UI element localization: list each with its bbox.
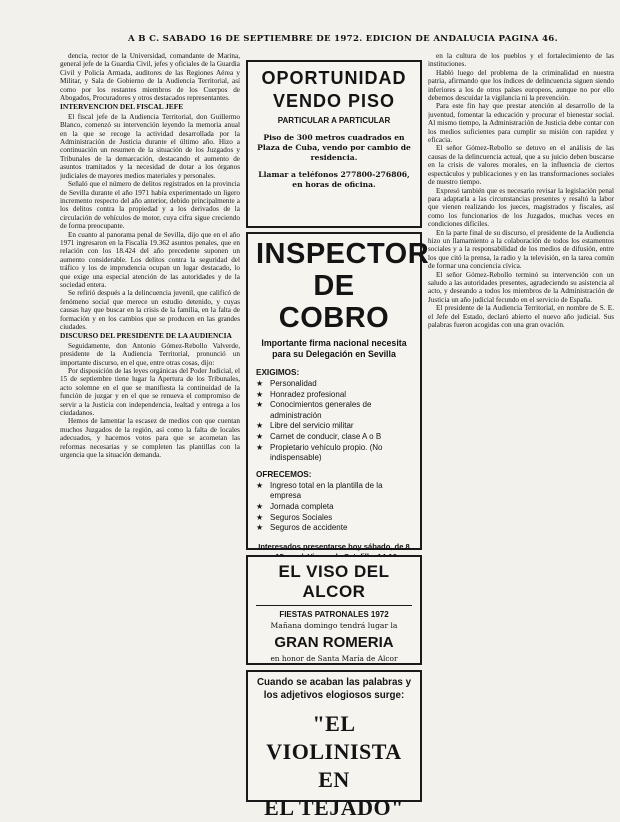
article-paragraph: En cuanto al panorama penal de Sevilla, dijo que en el año 1971 ingresaron en la Fiscalía 19.362 asuntos penales, que en relación con los 18.424 del año precedente suponen un aumento considerable. Los delitos contra la seguridad del tráfico y los de imprudencia ocupan un lugar destacado, lo que exige una especial atención de las autoridades y de la sociedad entera.: [60, 230, 240, 289]
article-paragraph: en la cultura de los pueblos y el fortalecimiento de las instituciones.: [428, 52, 614, 69]
list-item: ★ Conocimientos generales de administración: [256, 400, 372, 420]
list-item: ★ Carnet de conducir, clase A o B: [256, 431, 382, 441]
ad-piso-body: Piso de 300 metros cuadrados en Plaza de Cuba, vendo por cambio de residencia.: [257, 133, 411, 162]
ad-violinista-title-2: EL TEJADO": [264, 795, 404, 820]
ad-piso-contact: Llamar a teléfonos 277800-276806, en horas de oficina.: [258, 170, 410, 189]
star-icon: ★: [256, 442, 264, 452]
article-paragraph: Hemos de lamentar la escasez de medios con que cuentan muchos Juzgados de la región, así como la falta de locales adecuados, y hacemos votos para que se acometan las reformas necesarias y se completen las plantillas con la urgencia que la situación demanda.: [60, 417, 240, 460]
list-item: ★ Libre del servicio militar: [256, 421, 354, 431]
article-paragraph: El presidente de la Audiencia Territorial, en nombre de S. E. el Jefe del Estado, declaró abierto el nuevo año judicial. Sus palabras fueron acogidas con una gran ovación.: [428, 304, 614, 329]
ad-piso-title-1: OPORTUNIDAD: [261, 68, 407, 88]
ad-viso-line1: Mañana domingo tendrá lugar la: [270, 621, 398, 630]
star-icon: ★: [256, 480, 264, 490]
ad-inspector-title-1: INSPECTOR: [256, 238, 430, 270]
article-paragraph: El señor Gómez-Rebollo terminó su intervención con un saludo a las autoridades presentes, agradeciendo su asistencia al acto, y deseando a todos los miembros de la Administración de Justicia un año judicial fecundo en el servicio de España.: [428, 270, 614, 304]
article-paragraph: Se refirió después a la delincuencia juvenil, que calificó de fenómeno social que merece un estudio detenido, y cuyas causas hay que buscar en la crisis de la familia, en la falta de formación y en los cambios que se producen en las grandes ciudades.: [60, 289, 240, 331]
list-item: ★ Seguros Sociales: [256, 512, 333, 522]
star-icon: ★: [256, 389, 264, 399]
list-item: ★ Personalidad: [256, 379, 317, 388]
star-icon: ★: [256, 512, 264, 522]
star-icon: ★: [256, 501, 264, 511]
star-icon: ★: [256, 400, 264, 410]
list-item: ★ Honradez profesional: [256, 389, 347, 399]
article-subheading: INTERVENCION DEL FISCAL JEFE: [60, 102, 184, 112]
list-item: ★ Propietario vehículo propio. (No indispensable): [256, 442, 383, 463]
ad-ofrecemos-label: OFRECEMOS:: [256, 469, 312, 479]
ad-violinista-title-1: "EL VIOLINISTA EN: [266, 711, 402, 792]
ad-viso-subtitle: FIESTAS PATRONALES 1972: [279, 610, 389, 619]
article-paragraph: Señaló que el número de delitos registrados en la provincia de Sevilla durante el año 1971 había experimentado un ligero incremento respecto del año anterior, debido principalmente a los delitos contra la propiedad y a los derivados de la circulación de vehículos de motor, cuya cifra sigue creciendo de forma preocupante.: [60, 180, 240, 231]
article-paragraph: dencia, rector de la Universidad, comandante de Marina, general jefe de la Guardia Civil, jefes y oficiales de la Guardia Civil y Policía Armada, auditores de las Regiones Aérea y Militar, y Sala de Gobierno de la Audiencia Territorial, así como por los restantes miembros de los Cuerpos de Abogados, Procuradores y otros destacados representantes.: [60, 52, 240, 103]
ad-viso-title: EL VISO DEL ALCOR: [256, 562, 412, 606]
article-paragraph: Para este fin hay que prestar atención al desarrollo de la juventud, fomentar la educación y procurar el bienestar social. Al mismo tiempo, la Administración de Justicia debe contar con los medios suficientes para cumplir su misión con rapidez y eficacia.: [428, 102, 614, 145]
star-icon: ★: [256, 379, 264, 388]
article-paragraph: Por disposición de las leyes orgánicas del Poder Judicial, el 15 de septiembre tiene lugar la Apertura de los Tribunales, acto solemne en el que se manifiesta la continuidad de la función de juzgar y en el que se renueva el compromiso de servir a la Justicia con independencia, lealtad y entrega a los ciudadanos.: [60, 367, 240, 418]
article-paragraph: Seguidamente, don Antonio Gómez-Rebollo Valverde, presidente de la Audiencia Territorial, pronunció un importante discurso, en el que, entre otras cosas, dijo:: [60, 341, 240, 367]
star-icon: ★: [256, 421, 264, 431]
article-paragraph: El fiscal jefe de la Audiencia Territorial, don Guillermo Blanco, comenzó su intervención leyendo la memoria anual en la que se recoge la actividad desarrollada por la Administración de Justicia durante el último año. Hizo a continuación un resumen de la situación de los Juzgados y Tribunales de la demarcación, destacando el aumento de asuntos tramitados y la necesidad de dotar a los órganos judiciales de mayores medios materiales y personales.: [60, 112, 240, 180]
ad-inspector-footer: Interesados presentarse hoy sábado, de 8: [258, 541, 410, 551]
ad-violinista: [246, 670, 422, 820]
article-paragraph: Habló luego del problema de la criminalidad en nuestra patria, afirmando que los índices de delincuencia siguen siendo inferiores a los de otros países europeos, aunque no por ello debemos descuidar la vigilancia ni la prevención.: [428, 68, 614, 103]
article-paragraph: El señor Gómez-Rebollo se detuvo en el análisis de las causas de la delincuencia actual, que a su juicio deben buscarse en la crisis de valores morales, en la influencia de ciertos espectáculos y publicaciones y en las transformaciones sociales de nuestro tiempo.: [428, 144, 614, 187]
page-header: A B C. SABADO 16 DE SEPTIEMBRE DE 1972. EDICION DE ANDALUCIA PAGINA 46.: [128, 34, 558, 44]
article-paragraph: En la parte final de su discurso, el presidente de la Audiencia hizo un llamamiento a la colaboración de todos los estamentos sociales y a la responsabilidad de los medios de difusión, entre los que citó la prensa, la radio y la televisión, en la tarea común de formar una conciencia cívica.: [428, 228, 614, 271]
article-paragraph: Expresó también que es necesario revisar la legislación penal para adaptarla a las circunstancias presentes y resaltó la labor que vienen realizando los jueces, magistrados y fiscales, así como los funcionarios de los Juzgados, muchas veces en condiciones difíciles.: [428, 186, 614, 229]
right-article-column: [428, 52, 614, 800]
ad-piso-title-2: VENDO PISO: [272, 91, 396, 111]
ad-inspector-title-2: DE COBRO: [278, 270, 390, 334]
ad-viso-alcor: [246, 555, 422, 665]
list-item: ★ Seguros de accidente: [256, 523, 348, 533]
ad-vendo-piso: [246, 60, 422, 228]
ad-exigimos-label: EXIGIMOS:: [256, 368, 300, 377]
ad-violinista-lead: Cuando se acaban las palabras y los adjetivos elogiosos surge:: [256, 677, 412, 701]
star-icon: ★: [256, 431, 264, 441]
ad-piso-subtitle: PARTICULAR A PARTICULAR: [277, 116, 391, 125]
list-item: ★ Jornada completa: [256, 501, 334, 511]
article-subheading: DISCURSO DEL PRESIDENTE DE LA AUDIENCIA: [60, 331, 232, 341]
ofrecemos-list: [256, 481, 412, 534]
list-item: ★ Ingreso total en la plantilla de la empresa: [256, 480, 383, 501]
ad-viso-line2: en honor de Santa María de Alcor: [270, 653, 398, 663]
exigimos-list: [256, 379, 412, 464]
ad-inspector-lead: Importante firma nacional necesita para su Delegación en Sevilla: [261, 338, 407, 359]
ad-inspector-cobro: [246, 232, 430, 551]
ad-viso-event: GRAN ROMERIA: [274, 633, 394, 651]
star-icon: ★: [256, 523, 264, 533]
left-article-column: [60, 52, 240, 800]
